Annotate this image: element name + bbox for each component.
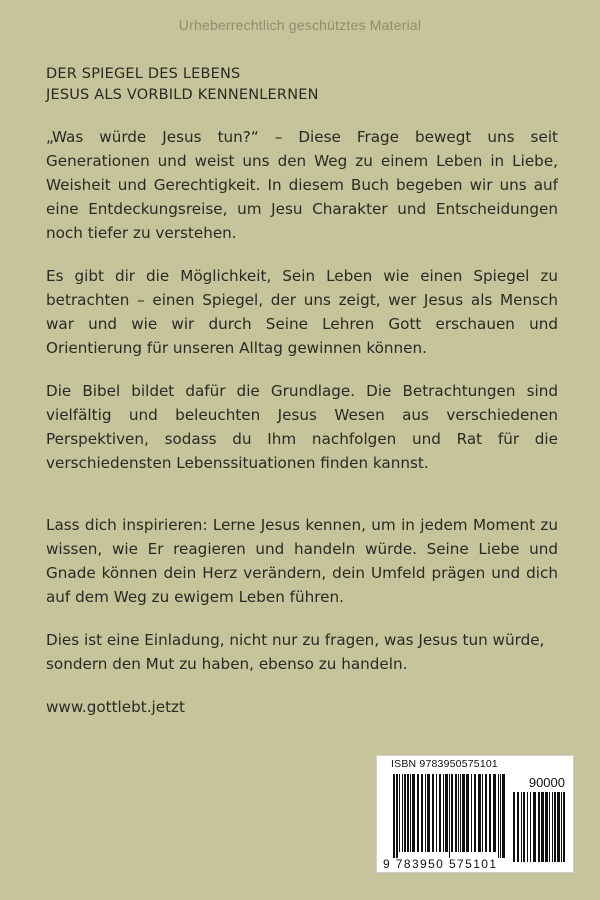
barcode-bar	[527, 792, 528, 862]
barcode-bar	[443, 774, 444, 852]
blurb-text	[46, 125, 558, 719]
barcode-bar	[460, 774, 461, 852]
barcode-bar	[502, 774, 505, 858]
barcode-bar	[436, 774, 437, 852]
barcode-bar	[410, 774, 411, 852]
book-title-block	[46, 64, 319, 106]
barcode-bar	[432, 774, 434, 852]
barcode-bar	[563, 792, 565, 862]
barcode-bar	[552, 792, 553, 862]
ean13-bars	[393, 774, 505, 858]
barcode-bar	[458, 774, 459, 852]
barcode-bar	[399, 774, 400, 852]
barcode-bar	[396, 774, 398, 858]
barcode-bar	[417, 774, 419, 852]
barcode-bar	[393, 774, 395, 858]
barcode-bar	[557, 792, 560, 862]
book-subtitle: JESUS ALS VORBILD KENNENLERNEN	[46, 87, 319, 103]
barcode-bar	[449, 774, 450, 858]
barcode-bar	[561, 792, 562, 862]
barcode-bar	[445, 774, 448, 852]
barcode-bar	[538, 792, 540, 862]
barcode-bar	[517, 792, 519, 862]
barcode-bar	[455, 774, 457, 852]
isbn-barcode	[376, 755, 574, 873]
barcode-bar	[513, 792, 515, 862]
barcode-bar	[462, 774, 465, 852]
isbn-digits: 9 783950 575101	[383, 857, 498, 871]
blurb-paragraph-5: Dies ist eine Einladung, nicht nur zu fragen, was Jesus tun würde, sondern den Mut zu haben, ebenso zu handeln.	[46, 631, 545, 673]
barcode-bar	[425, 774, 426, 852]
paragraph-spacer	[46, 494, 558, 513]
barcode-bar	[541, 792, 544, 862]
barcode-bar	[478, 774, 481, 852]
blurb-paragraph-2: Es gibt dir die Möglichkeit, Sein Leben wie einen Spiegel zu betrachten – einen Spiegel, der uns zeigt, wer Jesus als Mensch war und wie wir durch Seine Lehren Gott erschauen und Orientierung für unseren Alltag gewinnen können.	[46, 267, 558, 357]
barcode-bar	[489, 774, 491, 852]
blurb-paragraph-1: „Was würde Jesus tun?“ – Diese Frage bewegt uns seit Generationen und weist uns den Weg zu einem Leben in Liebe, Weisheit und Gerechtigkeit. In diesem Buch begeben wir uns auf eine Entdeckungsreise, um Jesu Charakter und Entscheidungen noch tiefer zu verstehen.	[46, 128, 558, 242]
barcode-bar	[530, 792, 531, 862]
barcode-bar	[412, 774, 415, 852]
blurb-paragraph-4: Lass dich inspirieren: Lerne Jesus kennen, um in jedem Moment zu wissen, wie Er reagieren und handeln würde. Seine Liebe und Gnade können dein Herz verändern, dein Umfeld prägen und dich auf dem Weg zu ewigem Leben führen.	[46, 516, 558, 606]
blurb-paragraph-3: Die Bibel bildet dafür die Grundlage. Die Betrachtungen sind vielfältig und beleuchten Jesus Wesen aus verschiedenen Perspektiven, sodass du Ihm nachfolgen und Rat für die verschiedensten Lebenssituationen finden kannst.	[46, 382, 558, 472]
barcode-bar	[471, 774, 472, 852]
barcode-bar	[549, 792, 550, 862]
barcode-bar	[402, 774, 403, 852]
price-addon-bars	[513, 792, 565, 862]
barcode-bar	[485, 774, 487, 852]
barcode-bar	[533, 792, 536, 862]
barcode-bar	[523, 792, 525, 862]
barcode-bar	[451, 774, 453, 852]
website-link[interactable]: www.gottlebt.jetzt	[46, 698, 185, 716]
copyright-watermark-top: Urheberrechtlich geschütztes Material	[178, 17, 422, 33]
barcode-bar	[421, 774, 423, 852]
barcode-bar	[493, 774, 496, 852]
price-code: 90000	[528, 775, 565, 790]
barcode-bar	[427, 774, 430, 852]
barcode-bar	[554, 792, 556, 862]
book-title: DER SPIEGEL DES LEBENS	[46, 66, 241, 82]
barcode-bar	[439, 774, 441, 852]
barcode-bar	[545, 792, 548, 862]
barcode-bar	[521, 792, 522, 862]
barcode-bar	[482, 774, 483, 852]
barcode-bar	[500, 774, 501, 858]
barcode-bar	[407, 774, 409, 852]
barcode-bar	[466, 774, 469, 852]
barcode-bar	[498, 774, 499, 858]
barcode-bar	[404, 774, 406, 852]
barcode-bar	[474, 774, 476, 852]
isbn-label: ISBN 9783950575101	[391, 758, 498, 770]
